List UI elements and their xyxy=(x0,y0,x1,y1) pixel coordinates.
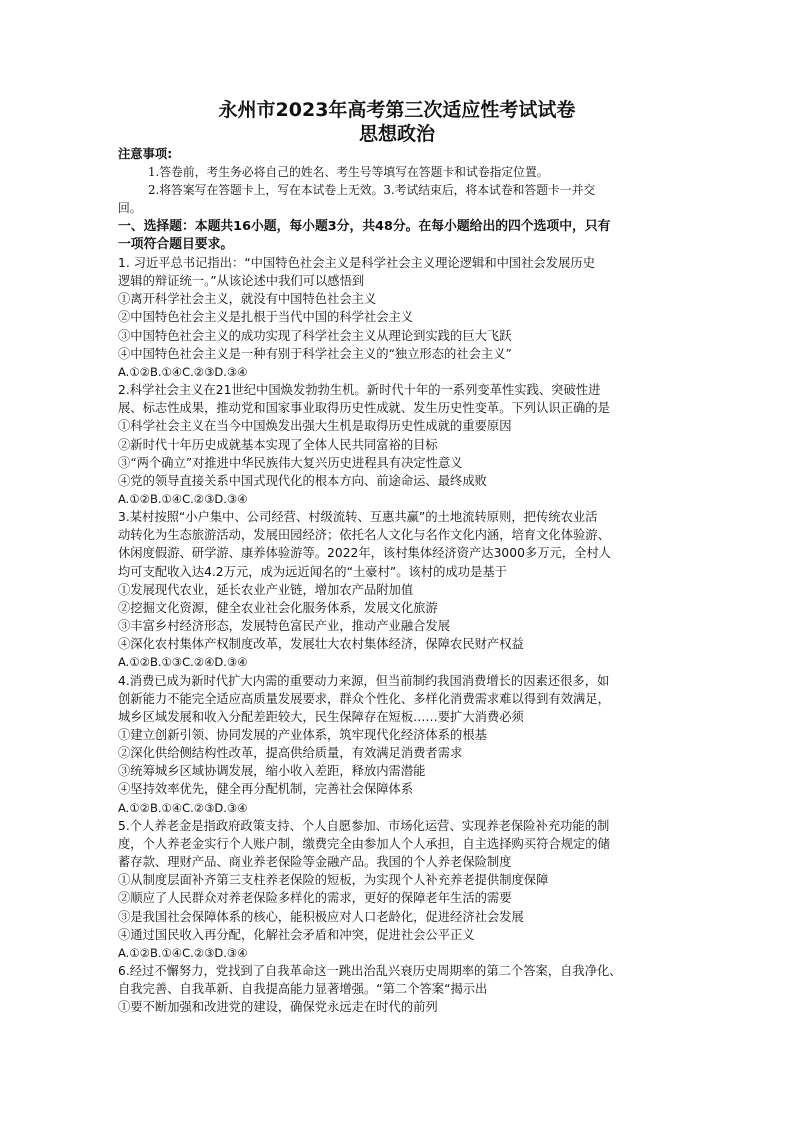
question-stem: 休闲度假游、研学游、康养体验游等。2022年，该村集体经济资产达3000多万元，全村人 xyxy=(118,546,611,561)
option: ②新时代十年历史成就基本实现了全体人民共同富裕的目标 xyxy=(118,437,438,452)
option: ④中国特色社会主义是一种有别于科学社会主义的“独立形态的社会主义” xyxy=(118,346,512,361)
answer-choices: A.①②B.①③C.②④D.③④ xyxy=(118,655,248,670)
answer-choices: A.①②B.①④C.②③D.③④ xyxy=(118,945,248,960)
question-stem: 5.个人养老金是指政府政策支持、个人自愿参加、市场化运营、实现养老保险补充功能的制 xyxy=(118,818,610,833)
option: ②顺应了人民群众对养老保险多样化的需求，更好的保障老年生活的需要 xyxy=(118,891,512,906)
question-5 xyxy=(118,817,684,962)
question-stem: 3.某村按照“小户集中、公司经营、村级流转、互惠共赢”的土地流转原则，把传统农业活 xyxy=(118,510,598,525)
option: ③统筹城乡区域协调发展，缩小收入差距，释放内需潜能 xyxy=(118,764,426,779)
question-stem: 2.科学社会主义在21世纪中国焕发勃勃生机。新时代十年的一系列变革性实践、突破性进 xyxy=(118,383,601,398)
question-1 xyxy=(118,254,684,381)
question-6 xyxy=(118,962,684,1016)
question-stem: 自我完善、自我革新、自我提高能力显著增强。“第二个答案“揭示出 xyxy=(118,982,488,997)
answer-choices: A.①②B.①④C.②③D.③④ xyxy=(118,491,248,506)
option: ④深化农村集体产权制度改革，发展壮大农村集体经济，保障农民财产权益 xyxy=(118,637,524,652)
question-stem: 6.经过不懈努力，党找到了自我革命这一跳出治乱兴衰历史周期率的第二个答案，自我净化、 xyxy=(118,964,622,979)
question-stem: 城乡区域发展和收入分配差距较大，民生保障存在短板……要扩大消费必须 xyxy=(118,709,524,724)
option: ①发展现代农业，延长农业产业链，增加农产品附加值 xyxy=(118,582,414,597)
option: ①建立创新引领、协同发展的产业体系，筑牢现代化经济体系的根基 xyxy=(118,728,487,742)
option: ①离开科学社会主义，就没有中国特色社会主义 xyxy=(118,292,377,307)
option: ③是我国社会保障体系的核心，能积极应对人口老龄化，促进经济社会发展 xyxy=(118,909,524,924)
question-stem: 度，个人养老金实行个人账户制，缴费完全由参加人个人承担，自主选择购买符合规定的储 xyxy=(118,836,610,851)
exam-title: 永州市2023年高考第三次适应性考试试卷 xyxy=(218,99,576,121)
section-heading: 一项符合题目要求。 xyxy=(118,236,234,252)
option: ③丰富乡村经济形态，发展特色富民产业，推动产业融合发展 xyxy=(118,619,451,634)
question-stem: 均可支配收入达4.2万元，成为远近闻名的“土豪村”。该村的成功是基于 xyxy=(118,564,507,579)
option: ③中国特色社会主义的成功实现了科学社会主义从理论到实践的巨大飞跃 xyxy=(118,328,512,343)
question-stem: 展、标志性成果，推动党和国家事业取得历史性成就、发生历史性变革。下列认识正确的是 xyxy=(118,401,610,416)
option: ①要不断加强和改进党的建设，确保党永远走在时代的前列 xyxy=(118,1000,438,1015)
exam-content xyxy=(118,145,684,1017)
question-stem: 动转化为生态旅游活动，发展田园经济；依托名人文化与名作文化内涵，培育文化体验游、 xyxy=(118,528,610,543)
notice-line: 2.将答案写在答题卡上，写在本试卷上无效。3.考试结束后，将本试卷和答题卡一并交 xyxy=(148,183,596,198)
answer-choices: A.①②B.①④C.②③D.③④ xyxy=(118,800,248,815)
question-stem: 1. 习近平总书记指出：“中国特色社会主义是科学社会主义理论逻辑和中国社会发展历史 xyxy=(118,255,595,270)
exam-subject: 思想政治 xyxy=(358,123,435,145)
notice-heading: 注意事项: xyxy=(118,147,173,161)
question-stem: 创新能力不能完全适应高质量发展要求，群众个性化、多样化消费需求难以得到有效满足， xyxy=(118,691,610,706)
question-3 xyxy=(118,508,684,671)
section-heading: 一、选择题：本题共16小题，每小题3分，共48分。在每小题给出的四个选项中，只有 xyxy=(118,218,611,234)
option: ①从制度层面补齐第三支柱养老保险的短板，为实现个人补充养老提供制度保障 xyxy=(118,873,549,888)
notice-line: 1.答卷前，考生务必将自己的姓名、考生号等填写在答题卡和试卷指定位置。 xyxy=(148,165,549,180)
option: ①科学社会主义在当今中国焕发出强大生机是取得历史性成就的重要原因 xyxy=(118,419,512,434)
option: ④通过国民收入再分配，化解社会矛盾和冲突，促进社会公平正义 xyxy=(118,927,475,942)
option: ②中国特色社会主义是扎根于当代中国的科学社会主义 xyxy=(118,310,414,325)
option: ④党的领导直接关系中国式现代化的根本方向、前途命运、最终成败 xyxy=(118,473,487,488)
notice-line: 回。 xyxy=(118,201,142,216)
option: ②挖掘文化资源，健全农业社会化服务体系，发展文化旅游 xyxy=(118,600,438,615)
question-stem: 逻辑的辩证统一。”从该论述中我们可以感悟到 xyxy=(118,274,365,289)
question-2 xyxy=(118,381,684,508)
option: ④坚持效率优先，健全再分配机制，完善社会保障体系 xyxy=(118,782,414,797)
option: ③“两个确立”对推进中华民族伟大复兴历史进程具有决定性意义 xyxy=(118,455,463,470)
option: ②深化供给侧结构性改革，提高供给质量，有效满足消费者需求 xyxy=(118,746,463,761)
question-stem: 蓄存款、理财产品、商业养老保险等金融产品。我国的个人养老保险制度 xyxy=(118,855,512,870)
question-stem: 4.消费已成为新时代扩大内需的重要动力来源，但当前制约我国消费增长的因素还很多，如 xyxy=(118,673,610,688)
question-4 xyxy=(118,672,684,817)
answer-choices: A.①②B.①④C.②③D.③④ xyxy=(118,364,248,379)
